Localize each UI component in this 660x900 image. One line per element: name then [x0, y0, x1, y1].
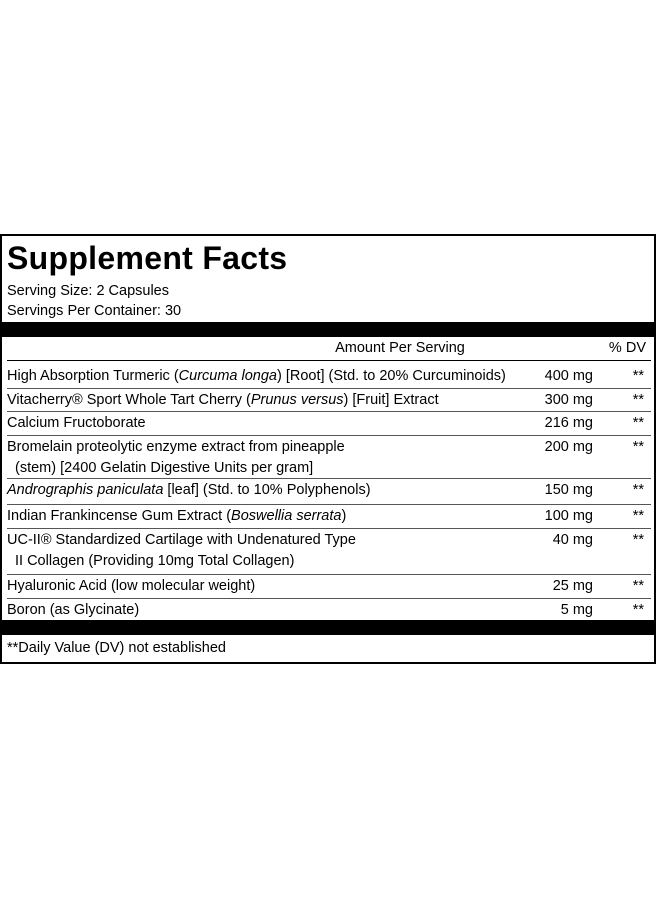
- servings-per-container: Servings Per Container: 30: [7, 303, 182, 319]
- ingredient-name: [7, 437, 527, 479]
- ingredient-name-line: Indian Frankincense Gum Extract (Boswellia serrata): [7, 508, 347, 524]
- ingredient-name-line: Hyaluronic Acid (low molecular weight): [7, 578, 256, 594]
- ingredient-amount: 150 mg: [544, 482, 593, 498]
- ingredient-name-line: II Collagen (Providing 10mg Total Collagen): [15, 553, 295, 569]
- ingredient-daily-value: **: [632, 578, 644, 594]
- ingredient-daily-value: **: [632, 602, 644, 618]
- ingredient-name-line: High Absorption Turmeric (Curcuma longa) [Root] (Std. to 20% Curcuminoids): [7, 368, 506, 384]
- row-separator: [7, 598, 651, 599]
- row-separator: [7, 388, 651, 389]
- row-separator: [7, 504, 651, 505]
- ingredient-name-line: Calcium Fructoborate: [7, 415, 146, 431]
- footnote: **Daily Value (DV) not established: [7, 640, 226, 656]
- daily-value-header: % DV: [608, 340, 646, 356]
- panel-title: Supplement Facts: [7, 240, 288, 276]
- ingredient-name: [7, 600, 527, 621]
- thick-divider-bottom: [2, 620, 654, 635]
- ingredient-daily-value: **: [632, 415, 644, 431]
- row-separator: [7, 435, 651, 436]
- ingredient-name: [7, 506, 527, 527]
- ingredient-amount: 300 mg: [544, 392, 593, 408]
- ingredient-name-line: Bromelain proteolytic enzyme extract from pineapple: [7, 439, 345, 455]
- ingredient-name-line: UC-II® Standardized Cartilage with Undenatured Type: [7, 532, 356, 548]
- ingredient-name: [7, 390, 527, 411]
- ingredient-daily-value: **: [632, 482, 644, 498]
- ingredient-name: [7, 413, 527, 434]
- row-separator: [7, 478, 651, 479]
- ingredient-daily-value: **: [632, 532, 644, 548]
- ingredient-amount: 200 mg: [544, 439, 593, 455]
- ingredient-name: [7, 576, 527, 597]
- ingredient-daily-value: **: [632, 439, 644, 455]
- row-separator: [7, 574, 651, 575]
- row-separator: [7, 411, 651, 412]
- ingredient-daily-value: **: [632, 392, 644, 408]
- amount-per-serving-header: Amount Per Serving: [335, 340, 465, 356]
- ingredient-amount: 216 mg: [544, 415, 593, 431]
- ingredient-amount: 400 mg: [544, 368, 593, 384]
- ingredient-name-line: Andrographis paniculata [leaf] (Std. to 10% Polyphenols): [7, 482, 371, 498]
- ingredient-name: [7, 530, 527, 572]
- thick-divider-top: [2, 322, 654, 337]
- header-rule: [7, 360, 651, 361]
- ingredient-name: [7, 480, 527, 501]
- ingredient-amount: 25 mg: [552, 578, 593, 594]
- ingredient-daily-value: **: [632, 508, 644, 524]
- ingredient-amount: 40 mg: [552, 532, 593, 548]
- row-separator: [7, 528, 651, 529]
- ingredient-daily-value: **: [632, 368, 644, 384]
- serving-size: Serving Size: 2 Capsules: [7, 283, 169, 299]
- ingredient-name-line: Vitacherry® Sport Whole Tart Cherry (Prunus versus) [Fruit] Extract: [7, 392, 439, 408]
- ingredient-name: [7, 366, 527, 387]
- ingredient-name-line: Boron (as Glycinate): [7, 602, 140, 618]
- ingredient-amount: 5 mg: [560, 602, 593, 618]
- ingredient-amount: 100 mg: [544, 508, 593, 524]
- ingredient-name-line: (stem) [2400 Gelatin Digestive Units per gram]: [15, 460, 314, 476]
